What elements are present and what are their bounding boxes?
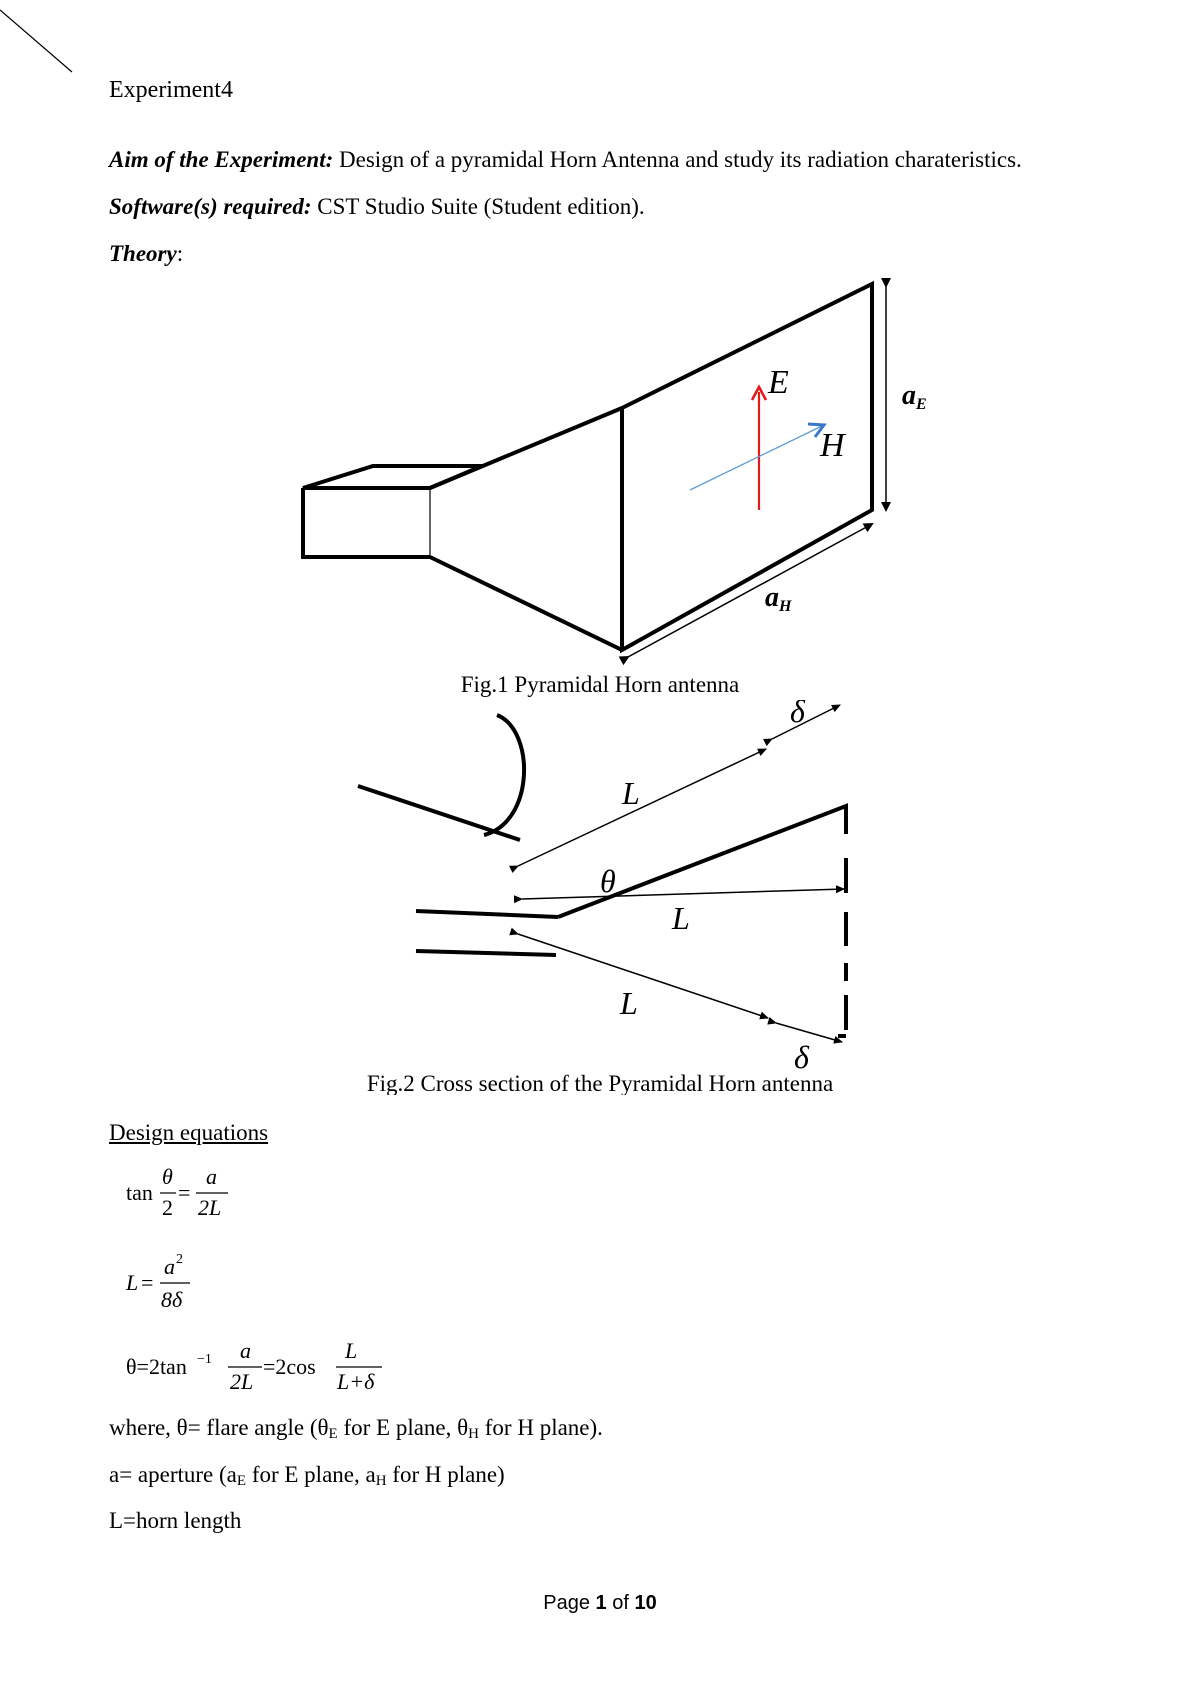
l-arrow-lower: [518, 934, 768, 1018]
page-footer: Page 1 of 10: [543, 1592, 657, 1614]
delta-label-lower: δ: [794, 1039, 809, 1075]
svg-text:=: =: [141, 1270, 154, 1295]
ae-label: aE: [902, 380, 927, 413]
delta-arrow-upper: [772, 705, 840, 739]
svg-text:L: L: [126, 1270, 139, 1295]
svg-text:=2cos: =2cos: [263, 1354, 316, 1379]
l-arrow-upper: [518, 749, 766, 866]
svg-text:2: 2: [176, 1252, 183, 1267]
software-text: CST Studio Suite (Student edition).: [311, 194, 645, 219]
l-arrow-middle: [522, 889, 844, 899]
svg-text:L+δ: L+δ: [337, 1369, 375, 1394]
svg-text:θ: θ: [162, 1164, 173, 1189]
definition-aperture: a= aperture ($a_E$ for E plane, $a_H$ for H plane): [109, 1462, 505, 1489]
delta-label-upper: δ: [790, 700, 805, 729]
svg-text:L: L: [345, 1338, 358, 1363]
figure-2-caption: Fig.2 Cross section of the Pyramidal Horn antenna: [366, 1071, 834, 1095]
dashed-aperture: [838, 995, 846, 1036]
svg-text:2L: 2L: [198, 1195, 222, 1220]
definition-horn-length: L=horn length: [109, 1508, 242, 1533]
l-label-upper: L: [622, 775, 640, 811]
software-label: Software(s) required:: [109, 194, 312, 219]
corner-fold-mark: [0, 0, 80, 80]
h-field-arrow: [690, 425, 824, 490]
page-title: Experiment4: [109, 77, 233, 103]
e-field-label: E: [768, 364, 789, 401]
aim-line: [109, 146, 1022, 174]
figure-1-caption: Fig.1 Pyramidal Horn antenna: [460, 672, 740, 697]
figure-1-pyramidal-horn: [0, 270, 1200, 710]
svg-text:8δ: 8δ: [161, 1287, 183, 1312]
svg-text:θ=2tan: θ=2tan: [126, 1354, 187, 1379]
l-label-lower: L: [620, 985, 638, 1021]
design-equations-heading: Design equations: [109, 1120, 269, 1145]
equation-1: [126, 1164, 228, 1220]
theory-heading: [109, 240, 183, 268]
svg-text:2: 2: [162, 1195, 173, 1220]
figure-2-cross-section: [0, 700, 1200, 1095]
design-equations: [100, 1160, 420, 1400]
delta-arrow-lower: [776, 1023, 842, 1042]
ah-label: aH: [765, 582, 792, 615]
svg-text:a: a: [206, 1164, 217, 1189]
l-label-middle: L: [672, 900, 690, 936]
software-line: [109, 193, 645, 221]
svg-text:2L: 2L: [230, 1369, 254, 1394]
ah-dimension-arrow: [628, 524, 872, 657]
aim-label: Aim of the Experiment:: [109, 147, 334, 172]
svg-text:a: a: [240, 1338, 251, 1363]
horn-outline: [303, 284, 872, 650]
equation-2: [125, 1252, 190, 1312]
h-field-label: H: [820, 427, 845, 464]
svg-text:=: =: [178, 1180, 191, 1205]
equation-3: [126, 1338, 382, 1394]
theory-colon: :: [176, 241, 184, 266]
svg-text:a: a: [164, 1254, 175, 1279]
svg-text:−1: −1: [197, 1352, 212, 1367]
theory-label: Theory: [109, 241, 177, 266]
aim-text: Design of a pyramidal Horn Antenna and study its radiation charateristics.: [333, 147, 1022, 172]
theta-label: θ: [600, 863, 616, 899]
definition-flare-angle: where, θ= flare angle ($\theta_E$ for E plane, $\theta_H$ for H plane).: [109, 1415, 603, 1442]
svg-text:tan: tan: [126, 1180, 153, 1205]
